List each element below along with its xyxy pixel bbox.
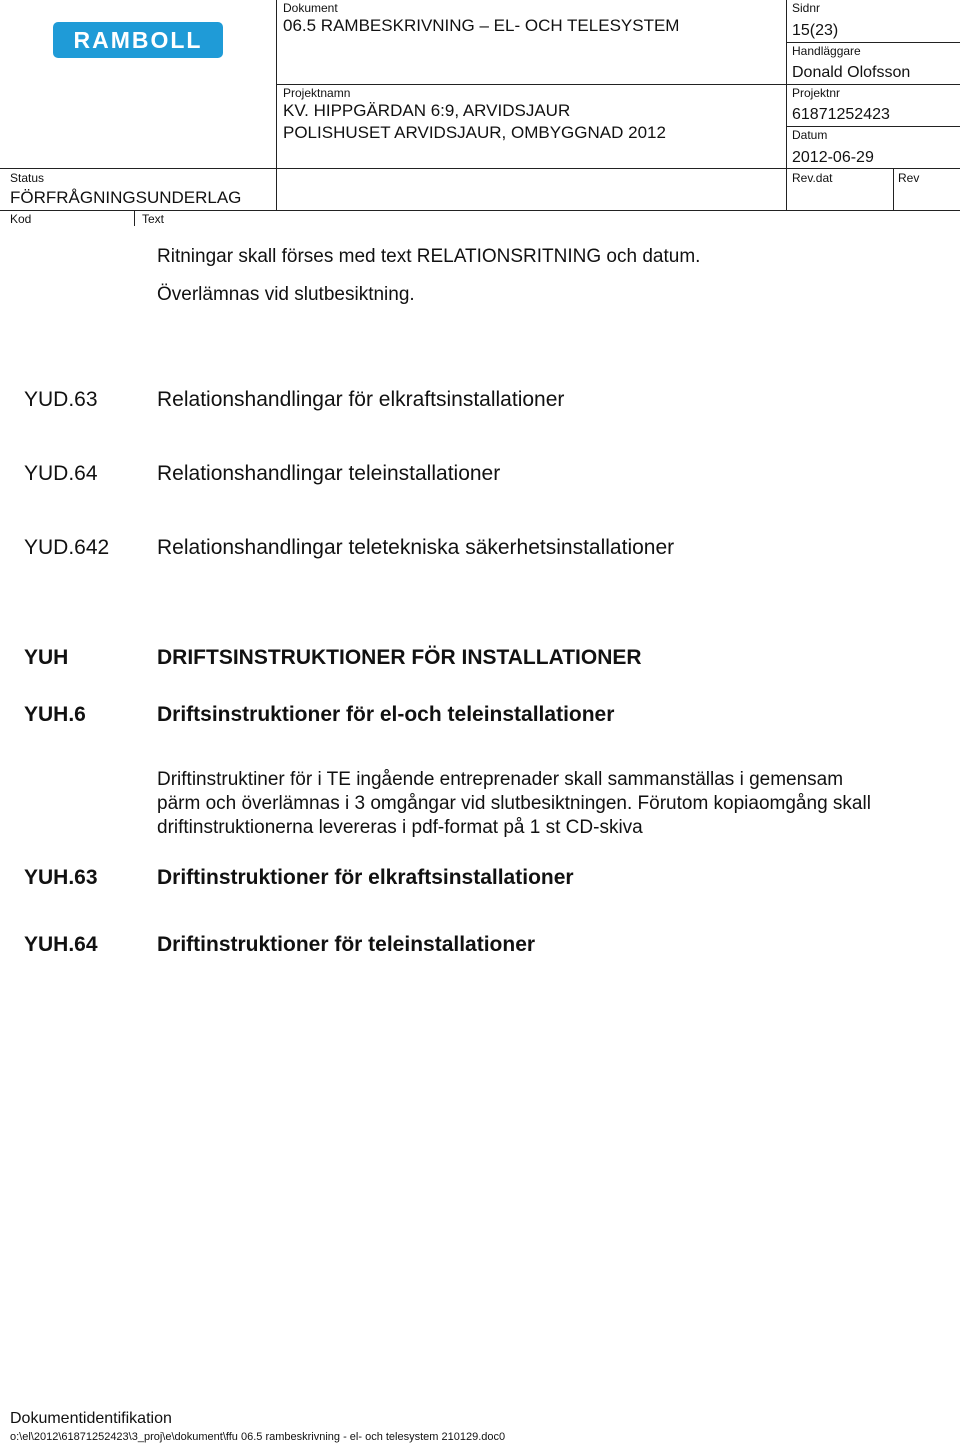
logo-text: RAMBOLL bbox=[73, 26, 203, 53]
section-code: YUD.642 bbox=[24, 536, 110, 559]
sidnr-value: 15(23) bbox=[792, 22, 839, 39]
dokument-value: 06.5 RAMBESKRIVNING – EL- OCH TELESYSTEM bbox=[283, 16, 680, 35]
sidnr-label: Sidnr bbox=[792, 1, 821, 15]
header-divider bbox=[0, 168, 960, 169]
section-heading: Relationshandlingar teleinstallationer bbox=[157, 462, 501, 485]
section-heading: Driftsinstruktioner för el-och teleinstallationer bbox=[157, 703, 615, 726]
text-column-label: Text bbox=[142, 212, 165, 226]
handlaggare-value: Donald Olofsson bbox=[792, 64, 911, 81]
projektnamn-label: Projektnamn bbox=[283, 86, 351, 100]
paragraph-line: Driftinstruktiner för i TE ingående entreprenader skall sammanställas i gemensam bbox=[157, 769, 844, 790]
section-heading: Relationshandlingar teletekniska säkerhetsinstallationer bbox=[157, 536, 675, 559]
header-divider bbox=[276, 0, 277, 210]
handlaggare-label: Handläggare bbox=[792, 44, 861, 58]
footer-label: Dokumentidentifikation bbox=[10, 1410, 172, 1427]
paragraph-line: pärm och överlämnas i 3 omgångar vid slutbesiktningen. Förutom kopiaomgång skall bbox=[157, 793, 871, 814]
projektnr-value: 61871252423 bbox=[792, 106, 890, 123]
section-heading: DRIFTSINSTRUKTIONER FÖR INSTALLATIONER bbox=[157, 646, 642, 669]
section-code: YUH.63 bbox=[24, 866, 98, 889]
section-code: YUH bbox=[24, 646, 69, 669]
header-divider bbox=[893, 168, 894, 210]
paragraph-line: driftinstruktionerna levereras i pdf-format på 1 st CD-skiva bbox=[157, 817, 643, 838]
header-divider bbox=[134, 210, 135, 226]
projektnamn-value-line1: KV. HIPPGÄRDAN 6:9, ARVIDSJAUR bbox=[283, 101, 571, 120]
footer-path: o:\el\2012\61871252423\3_proj\e\dokument\ffu 06.5 rambeskrivning - el- och telesystem 210129.doc0 bbox=[10, 1431, 506, 1443]
header-divider bbox=[276, 84, 960, 85]
projektnr-label: Projektnr bbox=[792, 86, 841, 100]
intro-line: Ritningar skall förses med text RELATIONSRITNING och datum. bbox=[157, 246, 701, 267]
status-value: FÖRFRÅGNINGSUNDERLAG bbox=[10, 188, 242, 207]
section-code: YUD.64 bbox=[24, 462, 98, 485]
rev-label: Rev bbox=[898, 171, 920, 185]
revdat-label: Rev.dat bbox=[792, 171, 833, 185]
kod-column-label: Kod bbox=[10, 212, 32, 226]
intro-line: Överlämnas vid slutbesiktning. bbox=[157, 284, 415, 305]
header-divider bbox=[786, 0, 787, 210]
header-divider bbox=[0, 210, 960, 211]
ramboll-logo bbox=[53, 22, 223, 58]
datum-value: 2012-06-29 bbox=[792, 149, 874, 166]
section-code: YUH.64 bbox=[24, 933, 98, 956]
section-heading: Driftinstruktioner för teleinstallationer bbox=[157, 933, 536, 956]
section-heading: Driftinstruktioner för elkraftsinstallationer bbox=[157, 866, 574, 889]
section-code: YUH.6 bbox=[24, 703, 86, 726]
header-divider bbox=[786, 42, 960, 43]
dokument-label: Dokument bbox=[283, 1, 338, 15]
projektnamn-value-line2: POLISHUSET ARVIDSJAUR, OMBYGGNAD 2012 bbox=[283, 123, 666, 142]
status-label: Status bbox=[10, 171, 45, 185]
datum-label: Datum bbox=[792, 128, 828, 142]
section-heading: Relationshandlingar för elkraftsinstallationer bbox=[157, 388, 565, 411]
section-code: YUD.63 bbox=[24, 388, 98, 411]
header-divider bbox=[786, 126, 960, 127]
